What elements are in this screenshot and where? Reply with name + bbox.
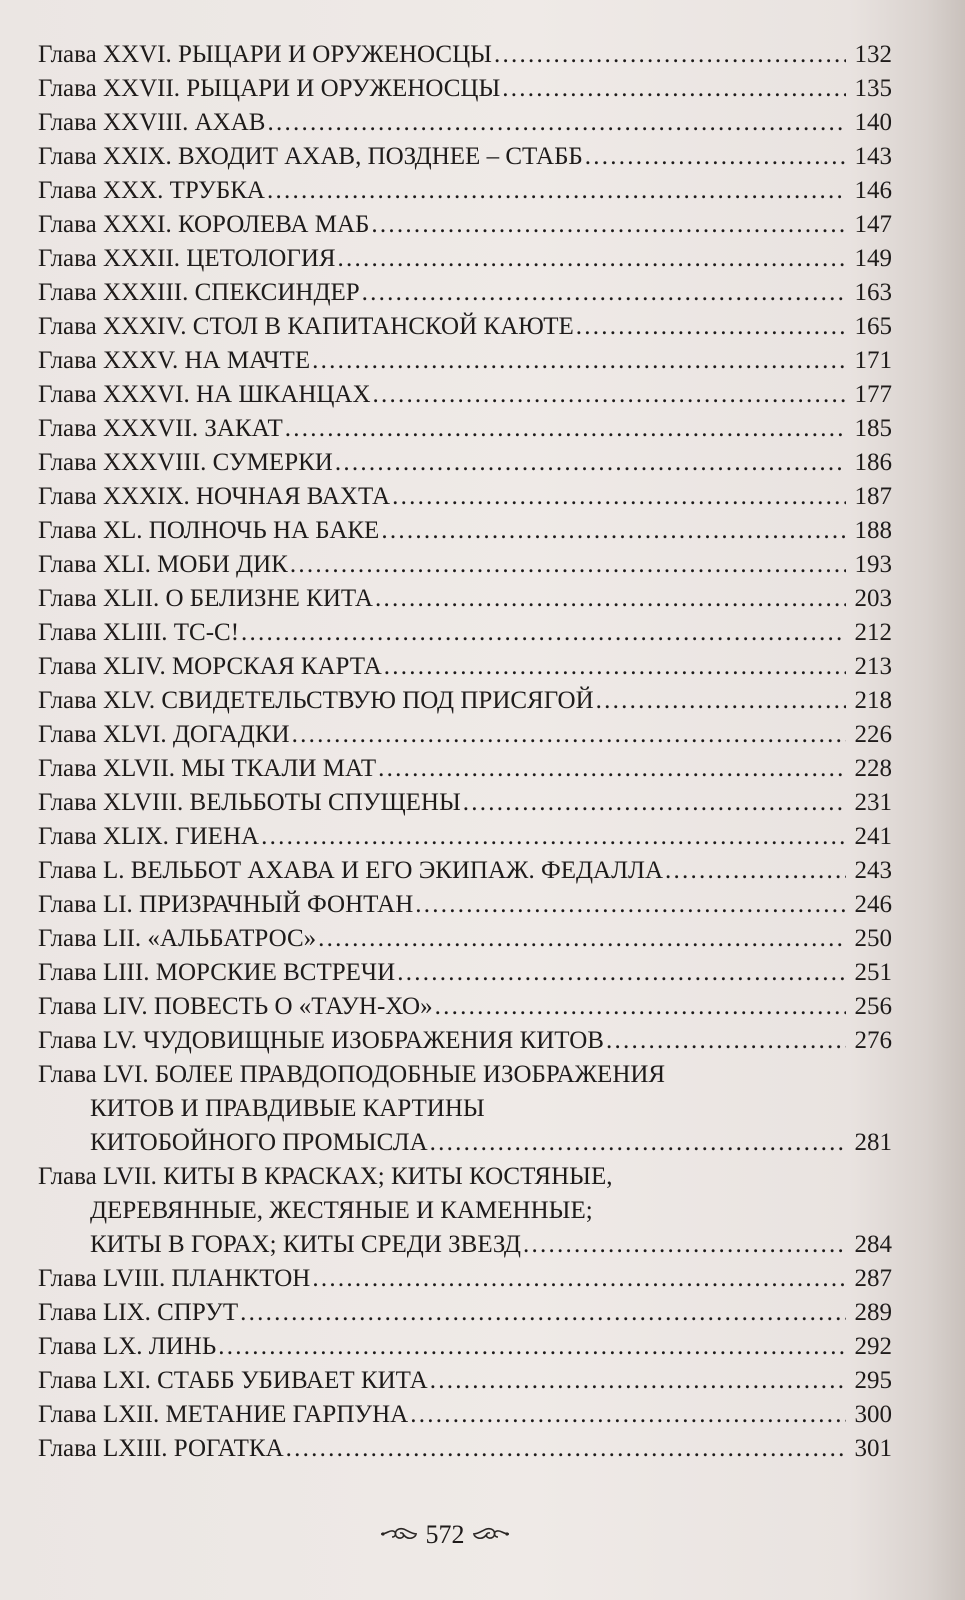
toc-entry [38, 922, 892, 956]
toc-entry-line [38, 752, 892, 786]
chapter-title: Глава XXXII. ЦЕТОЛОГИЯ [38, 245, 336, 272]
chapter-title: Глава XXXIII. СПЕКСИНДЕР [38, 279, 360, 306]
chapter-title: КИТЫ В ГОРАХ; КИТЫ СРЕДИ ЗВЕЗД [90, 1231, 521, 1258]
toc-entry-continuation-line [38, 1092, 892, 1126]
toc-entry-line [38, 72, 892, 106]
chapter-title: Глава XLVII. МЫ ТКАЛИ МАТ [38, 755, 377, 782]
dot-leader [312, 344, 846, 378]
dot-leader [523, 1228, 846, 1262]
chapter-title: Глава XXXV. НА МАЧТЕ [38, 347, 311, 374]
chapter-title: Глава XXXIV. СТОЛ В КАПИТАНСКОЙ КАЮТЕ [38, 313, 574, 340]
toc-entry-line [38, 548, 892, 582]
chapter-title: Глава XLVI. ДОГАДКИ [38, 721, 290, 748]
chapter-title: Глава XLIV. МОРСКАЯ КАРТА [38, 653, 382, 680]
dot-leader [381, 514, 846, 548]
page-reference: 281 [854, 1129, 892, 1156]
dot-leader [371, 208, 846, 242]
dot-leader [576, 310, 846, 344]
dot-leader [240, 1296, 846, 1330]
toc-entry-line [38, 480, 892, 514]
dot-leader [312, 1262, 846, 1296]
toc-entry [38, 1330, 892, 1364]
dot-leader [430, 1364, 846, 1398]
toc-entry [38, 718, 892, 752]
dot-leader [290, 548, 846, 582]
toc-entry-line [38, 582, 892, 616]
chapter-title: КИТОБОЙНОГО ПРОМЫСЛА [90, 1129, 428, 1156]
toc-entry [38, 1160, 892, 1262]
toc-entry [38, 1398, 892, 1432]
dot-leader [392, 480, 846, 514]
toc-entry-line [38, 1024, 892, 1058]
chapter-title: Глава XXX. ТРУБКА [38, 177, 265, 204]
floral-ornament-icon [379, 1522, 419, 1552]
toc-entry [38, 1364, 892, 1398]
toc-entry-line [38, 174, 892, 208]
toc-entry-line [38, 1364, 892, 1398]
chapter-title: Глава LVII. КИТЫ В КРАСКАХ; КИТЫ КОСТЯНЫЕ, [38, 1163, 613, 1190]
page-reference: 218 [854, 687, 892, 714]
chapter-title: Глава LIV. ПОВЕСТЬ О «ТАУН-ХО» [38, 993, 433, 1020]
toc-entry-line [38, 650, 892, 684]
page-reference: 301 [854, 1435, 892, 1462]
toc-entry [38, 1058, 892, 1160]
dot-leader [435, 990, 846, 1024]
chapter-title: Глава L. ВЕЛЬБОТ АХАВА И ЕГО ЭКИПАЖ. ФЕДАЛЛА [38, 857, 664, 884]
toc-entry-line [38, 786, 892, 820]
chapter-title: Глава XLV. СВИДЕТЕЛЬСТВУЮ ПОД ПРИСЯГОЙ [38, 687, 594, 714]
dot-leader [585, 140, 846, 174]
chapter-title: Глава LXIII. РОГАТКА [38, 1435, 284, 1462]
dot-leader [267, 106, 846, 140]
page-reference: 165 [854, 313, 892, 340]
toc-entry [38, 616, 892, 650]
toc-entry-line [38, 242, 892, 276]
dot-leader [606, 1024, 846, 1058]
dot-leader [378, 752, 846, 786]
chapter-title: Глава XL. ПОЛНОЧЬ НА БАКЕ [38, 517, 380, 544]
page-reference: 143 [854, 143, 892, 170]
floral-ornament-icon [471, 1522, 511, 1552]
page-reference: 149 [854, 245, 892, 272]
chapter-title: Глава XXVII. РЫЦАРИ И ОРУЖЕНОСЦЫ [38, 75, 501, 102]
page-reference: 146 [854, 177, 892, 204]
chapter-title: Глава XXXI. КОРОЛЕВА МАБ [38, 211, 370, 238]
toc-entry [38, 310, 892, 344]
toc-entry [38, 548, 892, 582]
page-reference: 241 [854, 823, 892, 850]
toc-entry-line [38, 446, 892, 480]
dot-leader [494, 38, 846, 72]
page-reference: 295 [854, 1367, 892, 1394]
toc-entry-line [38, 1296, 892, 1330]
chapter-title: Глава XXVIII. АХАВ [38, 109, 266, 136]
toc-entry [38, 174, 892, 208]
chapter-title: Глава LIX. СПРУТ [38, 1299, 239, 1326]
chapter-title: Глава LXII. МЕТАНИЕ ГАРПУНА [38, 1401, 409, 1428]
toc-entry [38, 38, 892, 72]
toc-entry-line [38, 684, 892, 718]
dot-leader [410, 1398, 846, 1432]
toc-entry-line [38, 1330, 892, 1364]
dot-leader [318, 922, 846, 956]
toc-entry-line [38, 888, 892, 922]
chapter-title: Глава LX. ЛИНЬ [38, 1333, 217, 1360]
toc-entry [38, 1262, 892, 1296]
toc-entry-line [38, 718, 892, 752]
dot-leader [373, 378, 846, 412]
chapter-title: Глава XLI. МОБИ ДИК [38, 551, 288, 578]
dot-leader [665, 854, 846, 888]
dot-leader [292, 718, 846, 752]
dot-leader [415, 888, 846, 922]
toc-entry [38, 1024, 892, 1058]
chapter-title: Глава XXXVII. ЗАКАТ [38, 415, 283, 442]
toc-entry [38, 208, 892, 242]
chapter-title: Глава XXXVI. НА ШКАНЦАХ [38, 381, 371, 408]
toc-entry-line [38, 412, 892, 446]
toc-entry-line [38, 1262, 892, 1296]
toc-entry-line [38, 378, 892, 412]
toc-entry-line [38, 990, 892, 1024]
page-reference: 251 [854, 959, 892, 986]
page-reference: 188 [854, 517, 892, 544]
toc-entry-line [38, 616, 892, 650]
page-reference: 163 [854, 279, 892, 306]
page-reference: 187 [854, 483, 892, 510]
page-reference: 289 [854, 1299, 892, 1326]
chapter-title: Глава XXVI. РЫЦАРИ И ОРУЖЕНОСЦЫ [38, 41, 492, 68]
toc-entry-line [38, 854, 892, 888]
page-reference: 256 [854, 993, 892, 1020]
toc-entry-line [38, 1228, 892, 1262]
page-reference: 226 [854, 721, 892, 748]
page-reference: 132 [854, 41, 892, 68]
toc-entry-line [38, 956, 892, 990]
toc-entry [38, 854, 892, 888]
page-reference: 250 [854, 925, 892, 952]
dot-leader [430, 1126, 846, 1160]
chapter-title: Глава XLIII. ТС-С! [38, 619, 240, 646]
dot-leader [218, 1330, 846, 1364]
page-reference: 193 [854, 551, 892, 578]
page-reference: 292 [854, 1333, 892, 1360]
toc-entry-line [38, 38, 892, 72]
page-reference: 135 [854, 75, 892, 102]
page-reference: 231 [854, 789, 892, 816]
page-reference: 246 [854, 891, 892, 918]
toc-entry-continuation-line [38, 1160, 892, 1194]
dot-leader [241, 616, 846, 650]
toc-entry [38, 684, 892, 718]
chapter-title: Глава XXXIX. НОЧНАЯ ВАХТА [38, 483, 391, 510]
page-reference: 243 [854, 857, 892, 884]
toc-entry [38, 72, 892, 106]
toc-entry [38, 276, 892, 310]
toc-entry-line [38, 140, 892, 174]
dot-leader [362, 276, 846, 310]
toc-entry [38, 1432, 892, 1466]
toc-entry [38, 378, 892, 412]
toc-entry-line [38, 514, 892, 548]
dot-leader [375, 582, 846, 616]
toc-entry [38, 582, 892, 616]
chapter-title: Глава LVIII. ПЛАНКТОН [38, 1265, 311, 1292]
toc-entry-line [38, 820, 892, 854]
toc-entry-line [38, 1432, 892, 1466]
dot-leader [502, 72, 846, 106]
chapter-title: Глава XXXVIII. СУМЕРКИ [38, 449, 333, 476]
toc-entry [38, 140, 892, 174]
toc-entry [38, 344, 892, 378]
toc-entry [38, 888, 892, 922]
dot-leader [335, 446, 846, 480]
toc-entry [38, 480, 892, 514]
page-reference: 213 [854, 653, 892, 680]
toc-entry-line [38, 1398, 892, 1432]
page-reference: 228 [854, 755, 892, 782]
page-reference: 140 [854, 109, 892, 136]
dot-leader [463, 786, 846, 820]
page-reference: 212 [854, 619, 892, 646]
dot-leader [397, 956, 846, 990]
dot-leader [261, 820, 846, 854]
chapter-title: Глава LV. ЧУДОВИЩНЫЕ ИЗОБРАЖЕНИЯ КИТОВ [38, 1027, 604, 1054]
toc-entry [38, 820, 892, 854]
toc-entry [38, 1296, 892, 1330]
chapter-title: Глава XXIX. ВХОДИТ АХАВ, ПОЗДНЕЕ – СТАББ [38, 143, 583, 170]
toc-entry [38, 412, 892, 446]
chapter-title: Глава XLVIII. ВЕЛЬБОТЫ СПУЩЕНЫ [38, 789, 461, 816]
page-reference: 177 [854, 381, 892, 408]
dot-leader [596, 684, 846, 718]
toc-entry [38, 752, 892, 786]
table-of-contents [38, 38, 892, 1466]
toc-entry [38, 514, 892, 548]
chapter-title: Глава LXI. СТАББ УБИВАЕТ КИТА [38, 1367, 428, 1394]
chapter-title: ДЕРЕВЯННЫЕ, ЖЕСТЯНЫЕ И КАМЕННЫЕ; [90, 1197, 593, 1224]
dot-leader [338, 242, 846, 276]
page-footer [0, 1520, 890, 1552]
page-number: 572 [425, 1520, 465, 1549]
toc-entry [38, 650, 892, 684]
page-reference: 203 [854, 585, 892, 612]
chapter-title: Глава LII. «АЛЬБАТРОС» [38, 925, 317, 952]
dot-leader [384, 650, 846, 684]
toc-entry [38, 242, 892, 276]
dot-leader [267, 174, 846, 208]
page-reference: 276 [854, 1027, 892, 1054]
page-reference: 171 [854, 347, 892, 374]
toc-entry-line [38, 208, 892, 242]
toc-entry-line [38, 106, 892, 140]
toc-entry [38, 446, 892, 480]
toc-entry [38, 956, 892, 990]
page-reference: 147 [854, 211, 892, 238]
chapter-title: Глава XLII. О БЕЛИЗНЕ КИТА [38, 585, 373, 612]
chapter-title: КИТОВ И ПРАВДИВЫЕ КАРТИНЫ [90, 1095, 485, 1122]
page-reference: 186 [854, 449, 892, 476]
toc-entry-continuation-line [38, 1058, 892, 1092]
toc-entry [38, 990, 892, 1024]
page-reference: 284 [854, 1231, 892, 1258]
toc-entry [38, 786, 892, 820]
toc-entry-line [38, 276, 892, 310]
toc-entry-line [38, 310, 892, 344]
toc-entry-line [38, 344, 892, 378]
chapter-title: Глава LVI. БОЛЕЕ ПРАВДОПОДОБНЫЕ ИЗОБРАЖЕНИЯ [38, 1061, 666, 1088]
chapter-title: Глава LIII. МОРСКИЕ ВСТРЕЧИ [38, 959, 396, 986]
page-reference: 300 [854, 1401, 892, 1428]
toc-entry-continuation-line [38, 1194, 892, 1228]
dot-leader [285, 412, 846, 446]
chapter-title: Глава LI. ПРИЗРАЧНЫЙ ФОНТАН [38, 891, 414, 918]
page-reference: 287 [854, 1265, 892, 1292]
page-reference: 185 [854, 415, 892, 442]
dot-leader [286, 1432, 846, 1466]
toc-entry-line [38, 1126, 892, 1160]
toc-entry-line [38, 922, 892, 956]
chapter-title: Глава XLIX. ГИЕНА [38, 823, 260, 850]
toc-entry [38, 106, 892, 140]
